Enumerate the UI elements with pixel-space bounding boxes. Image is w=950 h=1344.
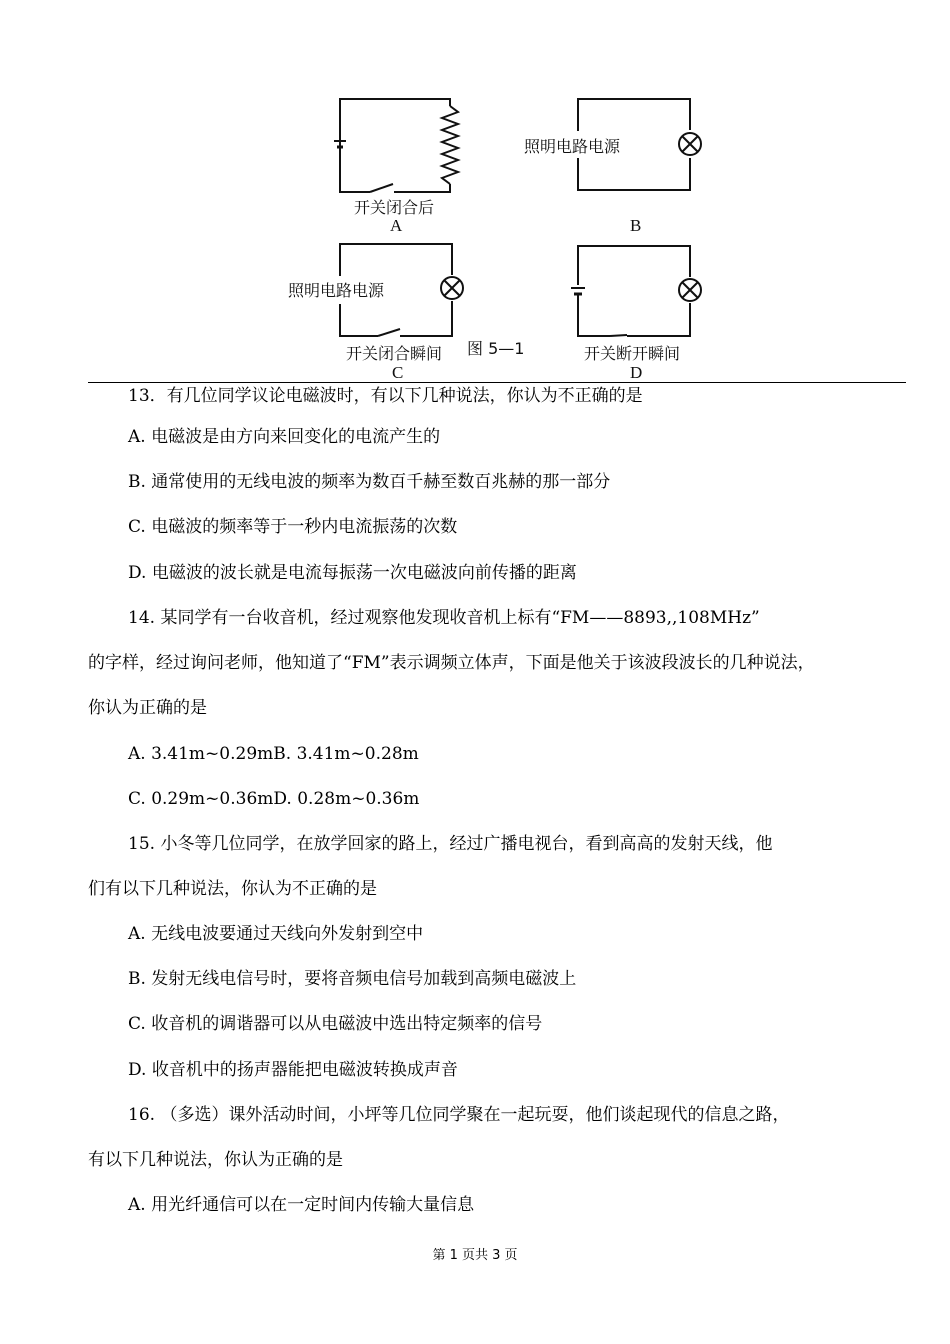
q14-stem-line2: 的字样，经过询问老师，他知道了“FM”表示调频立体声，下面是他关于该波段波长的几种说法， (88, 653, 815, 673)
label-b: 照明电路电源 (524, 137, 621, 156)
label-c-source: 照明电路电源 (288, 281, 385, 300)
q13-stem: 13．有几位同学议论电磁波时，有以下几种说法，你认为不正确的是 (128, 386, 643, 406)
q15-option-a: A. 无线电波要通过天线向外发射到空中 (128, 924, 424, 944)
circuit-a (334, 99, 458, 192)
q14-options-ab: A. 3.41m~0.29mB. 3.41m~0.28m (128, 744, 419, 764)
q14-stem-line3: 你认为正确的是 (88, 698, 207, 718)
figure-5-1 (282, 86, 712, 382)
q16-stem-line2: 有以下几种说法，你认为正确的是 (88, 1150, 343, 1170)
q13-option-a: A. 电磁波是由方向来回变化的电流产生的 (128, 427, 441, 447)
q15-stem-line2: 们有以下几种说法，你认为不正确的是 (88, 879, 377, 899)
label-c: 开关闭合瞬间 (346, 344, 443, 363)
q15-option-d: D. 收音机中的扬声器能把电磁波转换成声音 (128, 1060, 458, 1080)
figure-caption: 图 5—1 (467, 339, 525, 358)
letter-d: D (630, 363, 643, 382)
page-footer: 第 1 页共 3 页 (432, 1248, 518, 1263)
q15-option-b: B. 发射无线电信号时，要将音频电信号加载到高频电磁波上 (128, 969, 577, 989)
q13-option-c: C. 电磁波的频率等于一秒内电流振荡的次数 (128, 517, 458, 537)
q16-option-a: A. 用光纤通信可以在一定时间内传输大量信息 (128, 1195, 475, 1215)
divider-line (88, 382, 906, 383)
q14-stem-line1: 14. 某同学有一台收音机，经过观察他发现收音机上标有“FM——8893,,108MHz” (128, 608, 760, 628)
q15-option-c: C. 收音机的调谐器可以从电磁波中选出特定频率的信号 (128, 1014, 543, 1034)
letter-c: C (392, 363, 404, 382)
q15-stem-line1: 15. 小冬等几位同学，在放学回家的路上，经过广播电视台，看到高高的发射天线，他 (128, 834, 773, 854)
q14-options-cd: C. 0.29m~0.36mD. 0.28m~0.36m (128, 789, 420, 809)
label-a: 开关闭合后 (354, 198, 435, 217)
letter-a: A (390, 216, 403, 235)
q13-option-d: D. 电磁波的波长就是电流每振荡一次电磁波向前传播的距离 (128, 563, 577, 583)
circuit-d (571, 246, 701, 336)
q16-stem-line1: 16. （多选）课外活动时间，小坪等几位同学聚在一起玩耍，他们谈起现代的信息之路， (128, 1105, 790, 1125)
q13-option-b: B. 通常使用的无线电波的频率为数百千赫至数百兆赫的那一部分 (128, 472, 611, 492)
letter-b: B (630, 216, 642, 235)
label-d: 开关断开瞬间 (584, 344, 681, 363)
